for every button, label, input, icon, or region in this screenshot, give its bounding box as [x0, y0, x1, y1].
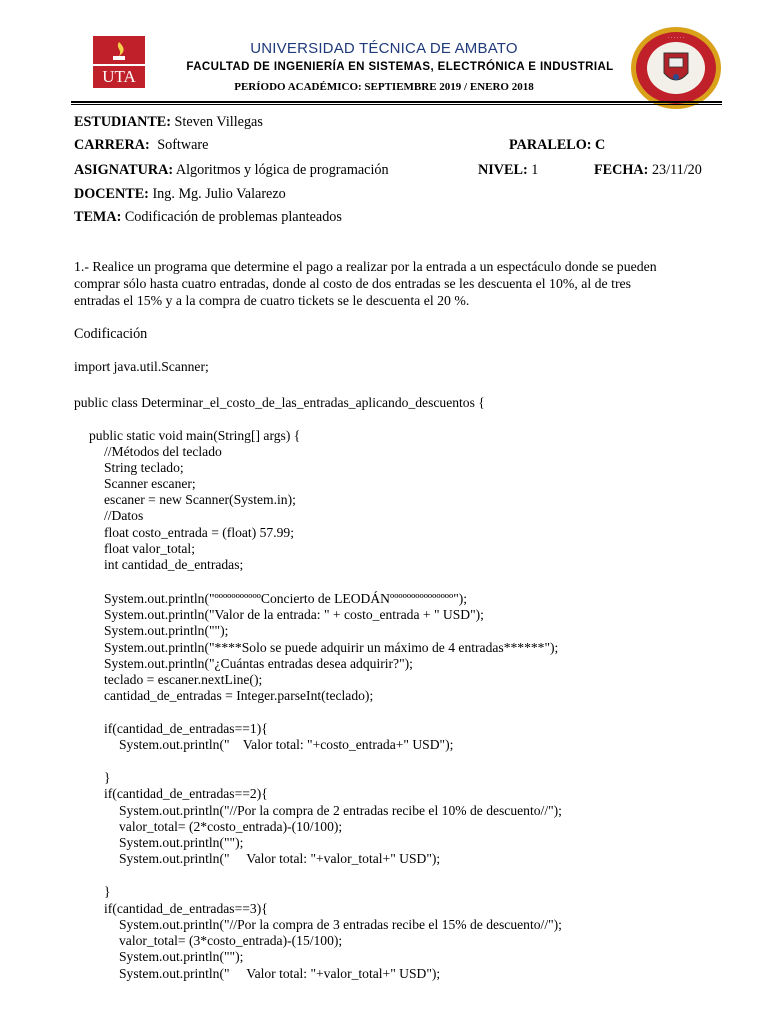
code-line: escaner = new Scanner(System.in); — [104, 492, 296, 507]
date-line — [594, 162, 702, 179]
career-label: CARRERA: — [74, 137, 150, 153]
teacher-line — [74, 186, 286, 203]
date-value: 23/11/20 — [651, 162, 702, 178]
problem-line-3: entradas el 15% y a la compra de cuatro tickets se le descuenta el 20 %. — [74, 293, 470, 308]
code-line: System.out.println(""); — [119, 835, 244, 850]
student-line — [74, 114, 263, 131]
code-line: System.out.println(" Valor total: "+valor_total+" USD"); — [119, 851, 441, 866]
header-divider-top — [71, 101, 722, 103]
code-line: Scanner escaner; — [104, 476, 196, 491]
academic-period: PERÍODO ACADÉMICO: SEPTIEMBRE 2019 / ENERO 2018 — [234, 81, 534, 93]
code-line: int cantidad_de_entradas; — [104, 557, 244, 572]
level-value: 1 — [531, 162, 539, 178]
code-line: System.out.println("ºººººººººººConcierto de LEODÁNººººººººººººººº"); — [104, 591, 468, 606]
code-line: System.out.println("¿Cuántas entradas desea adquirir?"); — [104, 656, 413, 671]
code-line: valor_total= (2*costo_entrada)-(10/100); — [119, 819, 343, 834]
career-value: Software — [157, 137, 209, 153]
subject-label: ASIGNATURA: — [74, 162, 174, 178]
date-label: FECHA: — [594, 162, 649, 178]
teacher-value: Ing. Mg. Julio Valarezo — [152, 186, 286, 202]
student-label: ESTUDIANTE: — [74, 114, 171, 130]
code-line: teclado = escaner.nextLine(); — [104, 672, 263, 687]
parallel-label: PARALELO: C — [509, 137, 606, 153]
topic-label: TEMA: — [74, 209, 122, 225]
code-line: float valor_total; — [104, 541, 195, 556]
code-line: cantidad_de_entradas = Integer.parseInt(teclado); — [104, 688, 374, 703]
topic-line — [74, 209, 342, 226]
career-line — [74, 137, 208, 154]
code-line: String teclado; — [104, 460, 184, 475]
university-name: UNIVERSIDAD TÉCNICA DE AMBATO — [250, 40, 518, 57]
code-line: } — [104, 884, 111, 899]
faculty-name: FACULTAD DE INGENIERÍA EN SISTEMAS, ELECTRÓNICA E INDUSTRIAL — [186, 61, 614, 73]
subject-value: Algoritmos y lógica de programación — [175, 162, 389, 178]
topic-value: Codificación de problemas planteados — [124, 209, 342, 225]
code-line: //Métodos del teclado — [104, 444, 222, 459]
code-line: //Datos — [104, 508, 144, 523]
code-line: System.out.println("//Por la compra de 2 entradas recibe el 10% de descuento//"); — [119, 803, 562, 818]
uta-logo-text: UTA — [102, 67, 136, 86]
code-line: System.out.println(""); — [104, 623, 229, 638]
code-line: public class Determinar_el_costo_de_las_entradas_aplicando_descuentos { — [74, 395, 485, 410]
code-line: System.out.println(" Valor total: "+valor_total+" USD"); — [119, 966, 441, 981]
level-line — [478, 162, 538, 179]
code-line: System.out.println("****Solo se puede adquirir un máximo de 4 entradas******"); — [104, 640, 559, 655]
code-line: public static void main(String[] args) { — [89, 428, 301, 443]
problem-line-1: 1.- Realice un programa que determine el pago a realizar por la entrada a un espectáculo donde se pueden — [74, 259, 657, 274]
problem-line-2: comprar sólo hasta cuatro entradas, donde al costo de dos entradas se les descuenta el 10%, al de tres — [74, 276, 632, 291]
subject-line — [74, 162, 389, 179]
header-divider-bottom — [71, 104, 722, 105]
teacher-label: DOCENTE: — [74, 186, 149, 202]
code-line: if(cantidad_de_entradas==2){ — [104, 786, 268, 801]
section-title: Codificación — [74, 326, 148, 342]
code-line: System.out.println(" Valor total: "+costo_entrada+" USD"); — [119, 737, 454, 752]
svg-text:· · · · · ·: · · · · · · — [667, 35, 685, 41]
code-line: System.out.println("//Por la compra de 3 entradas recibe el 15% de descuento//"); — [119, 917, 562, 932]
code-line: if(cantidad_de_entradas==1){ — [104, 721, 268, 736]
parallel-line — [509, 137, 605, 154]
code-line: if(cantidad_de_entradas==3){ — [104, 901, 268, 916]
code-line: float costo_entrada = (float) 57.99; — [104, 525, 294, 540]
code-line: import java.util.Scanner; — [74, 359, 209, 374]
code-line: System.out.println("Valor de la entrada: " + costo_entrada + " USD"); — [104, 607, 484, 622]
level-label: NIVEL: — [478, 162, 528, 178]
code-line: System.out.println(""); — [119, 949, 244, 964]
student-value: Steven Villegas — [174, 114, 263, 130]
code-line: valor_total= (3*costo_entrada)-(15/100); — [119, 933, 343, 948]
code-line: } — [104, 770, 111, 785]
